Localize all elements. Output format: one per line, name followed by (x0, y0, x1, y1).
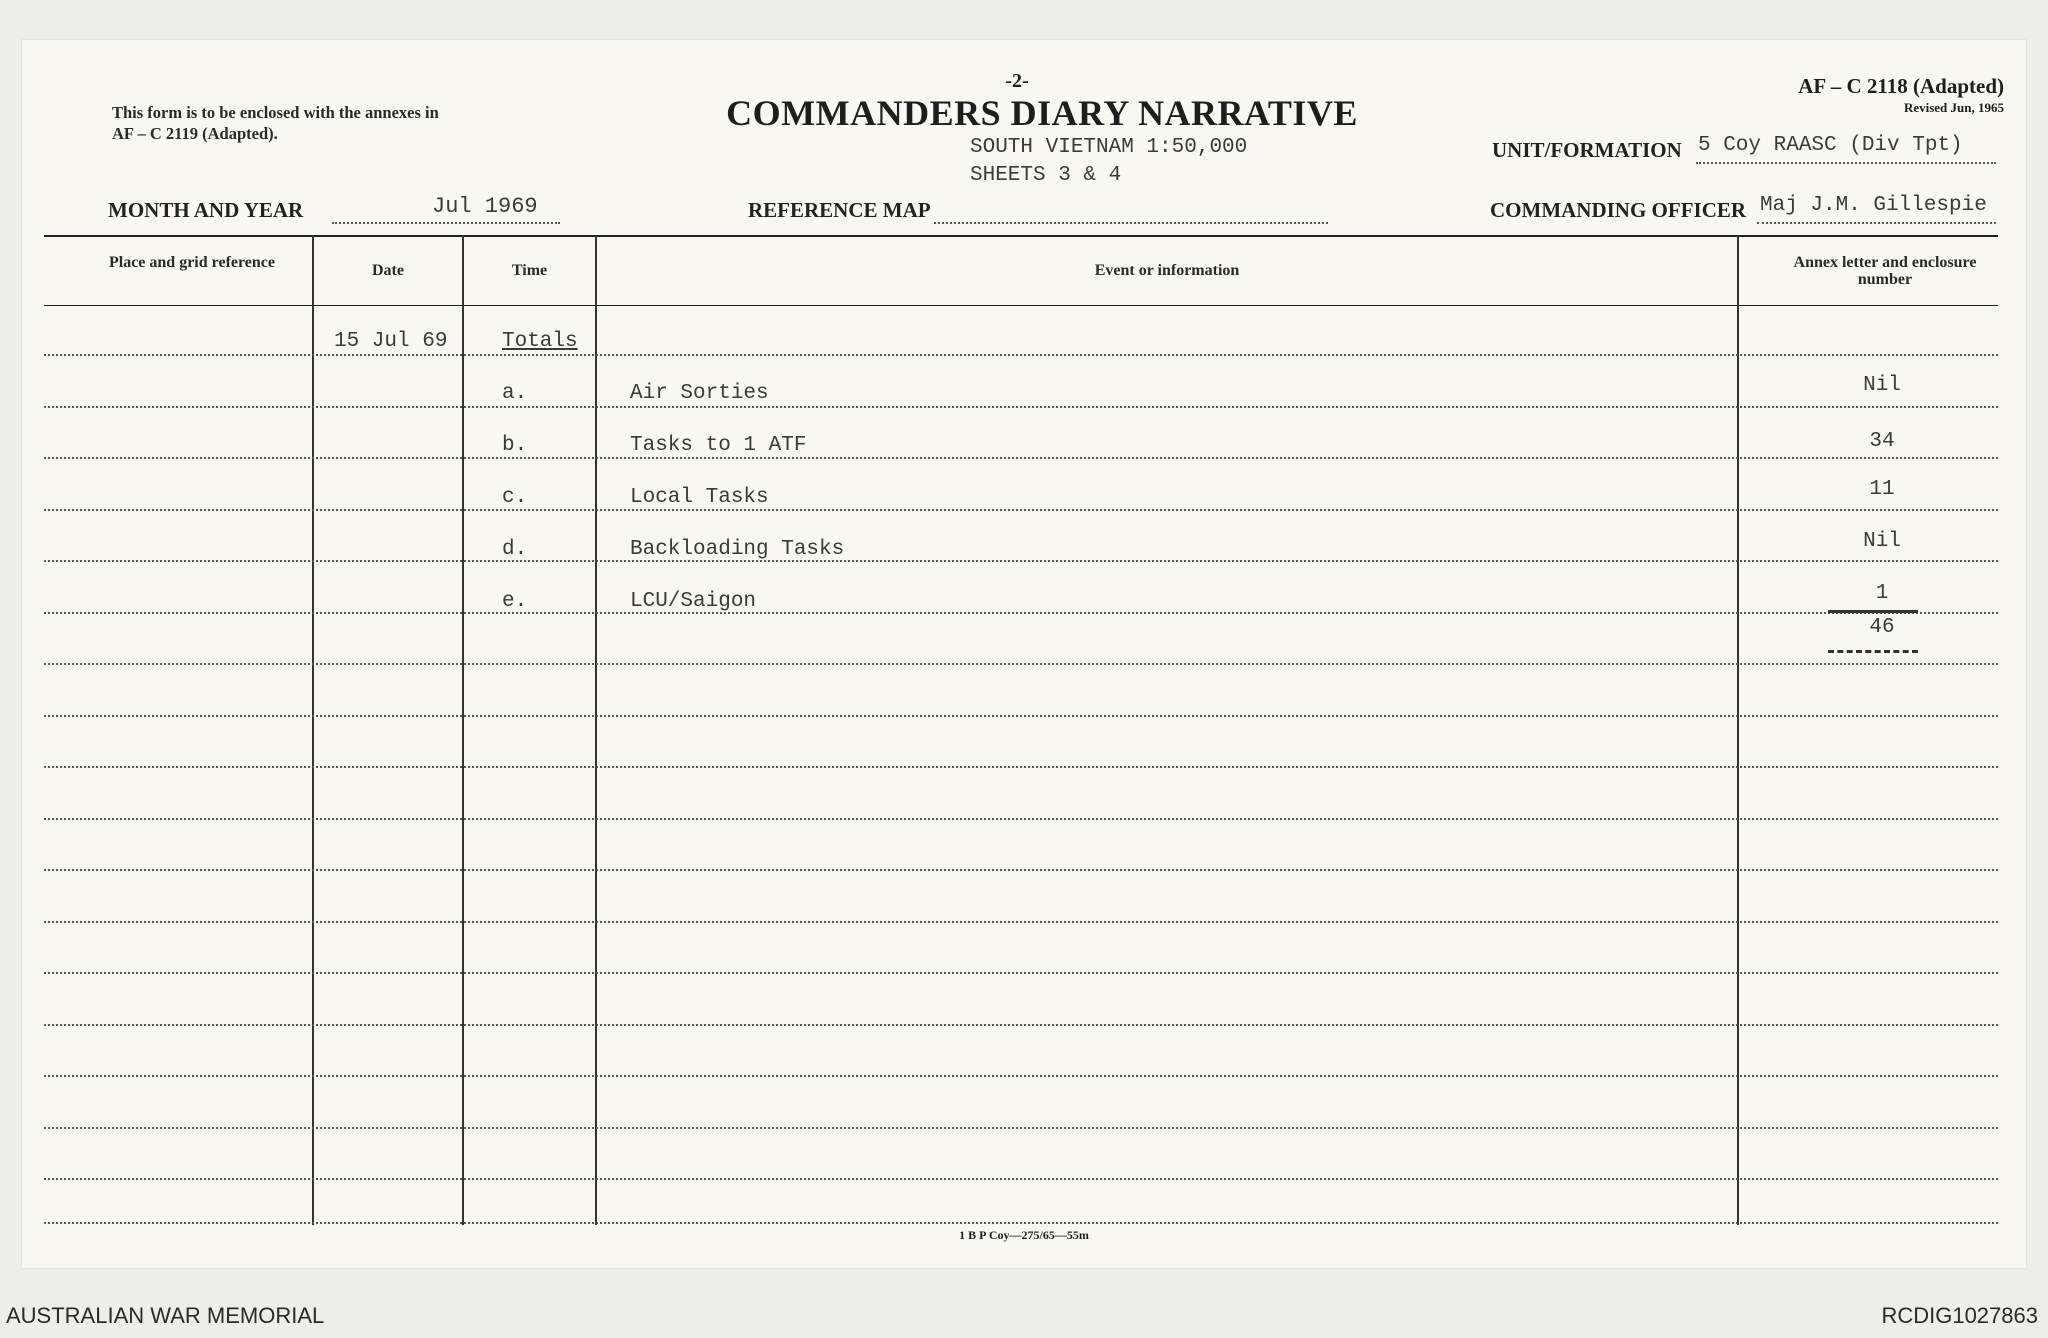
ruled-line (44, 663, 1998, 665)
diary-form-page (22, 40, 2026, 1268)
column-header-place: Place and grid reference (108, 254, 276, 271)
column-header-date: Date (372, 262, 404, 279)
reference-map-dotted-line (934, 222, 1328, 224)
entry-event-air-sorties: Air Sorties (630, 382, 769, 405)
print-code: 1 B P Coy—275/65—55m (959, 1228, 1089, 1242)
ruled-line (44, 972, 1998, 974)
entry-heading-totals: Totals (502, 330, 578, 353)
entry-letter-d: d. (502, 538, 528, 561)
form-code: AF – C 2118 (Adapted) (1798, 74, 2004, 98)
entry-event-tasks-to-1-atf: Tasks to 1 ATF (630, 434, 807, 457)
column-header-event: Event or information (1094, 262, 1240, 279)
commanding-officer-label: COMMANDING OFFICER (1490, 198, 1747, 222)
entry-date: 15 Jul 69 (334, 330, 448, 353)
entry-letter-c: c. (502, 486, 528, 509)
entry-total-value: 46 (1869, 616, 1895, 639)
entry-value-tasks-to-1-atf: 34 (1869, 430, 1895, 453)
enclosure-note: This form is to be enclosed with the annexes in AF – C 2119 (Adapted). (112, 103, 439, 143)
ruled-line (44, 766, 1998, 768)
reference-map-label: REFERENCE MAP (748, 198, 931, 222)
commanding-officer-value: Maj J.M. Gillespie (1760, 194, 1987, 217)
entry-letter-b: b. (502, 434, 528, 457)
month-year-dotted-line (332, 222, 560, 224)
entry-value-backloading-tasks: Nil (1863, 530, 1901, 553)
entry-value-air-sorties: Nil (1863, 374, 1901, 397)
page-number: -2- (1005, 70, 1029, 92)
ruled-line (44, 612, 1998, 614)
column-header-annex: Annex letter and enclosure number (1793, 254, 1977, 288)
ruled-line (44, 1178, 1998, 1180)
ruled-line (44, 509, 1998, 511)
ruled-line (44, 869, 1998, 871)
unit-formation-dotted-line (1696, 162, 1996, 164)
column-header-time: Time (511, 262, 548, 279)
form-title: COMMANDERS DIARY NARRATIVE (726, 93, 1358, 133)
entry-letter-a: a. (502, 382, 528, 405)
entry-event-local-tasks: Local Tasks (630, 486, 769, 509)
entry-event-lcu-saigon: LCU/Saigon (630, 590, 757, 613)
ruled-line (44, 1127, 1998, 1129)
total-double-underline (1828, 650, 1918, 653)
ruled-line (44, 560, 1998, 562)
ruled-line (44, 1024, 1998, 1026)
table-header-bottom-border (44, 305, 1998, 306)
ruled-line (44, 818, 1998, 820)
archive-caption-left: AUSTRALIAN WAR MEMORIAL (6, 1303, 325, 1328)
ruled-line (44, 715, 1998, 717)
entry-value-local-tasks: 11 (1869, 478, 1895, 501)
unit-formation-value: 5 Coy RAASC (Div Tpt) (1698, 134, 1963, 157)
ruled-line (44, 1075, 1998, 1077)
ruled-line (44, 354, 1998, 356)
entry-value-lcu-saigon: 1 (1875, 582, 1889, 605)
ruled-line (44, 457, 1998, 459)
ruled-line (44, 921, 1998, 923)
month-year-label: MONTH AND YEAR (108, 198, 304, 222)
commanding-officer-dotted-line (1757, 222, 1996, 224)
unit-formation-label: UNIT/FORMATION (1492, 138, 1682, 162)
revised-date: Revised Jun, 1965 (1903, 100, 2004, 115)
entry-letter-e: e. (502, 590, 528, 613)
entry-event-backloading-tasks: Backloading Tasks (630, 538, 845, 561)
ruled-line (44, 406, 1998, 408)
archive-caption-right: RCDIG1027863 (1881, 1303, 2038, 1328)
table-top-border (44, 235, 1998, 237)
sum-underline (1828, 610, 1918, 613)
reference-map-line-2: SHEETS 3 & 4 (970, 164, 1122, 187)
reference-map-line-1: SOUTH VIETNAM 1:50,000 (970, 136, 1248, 159)
month-year-value: Jul 1969 (432, 194, 538, 219)
ruled-line (44, 1222, 1998, 1224)
